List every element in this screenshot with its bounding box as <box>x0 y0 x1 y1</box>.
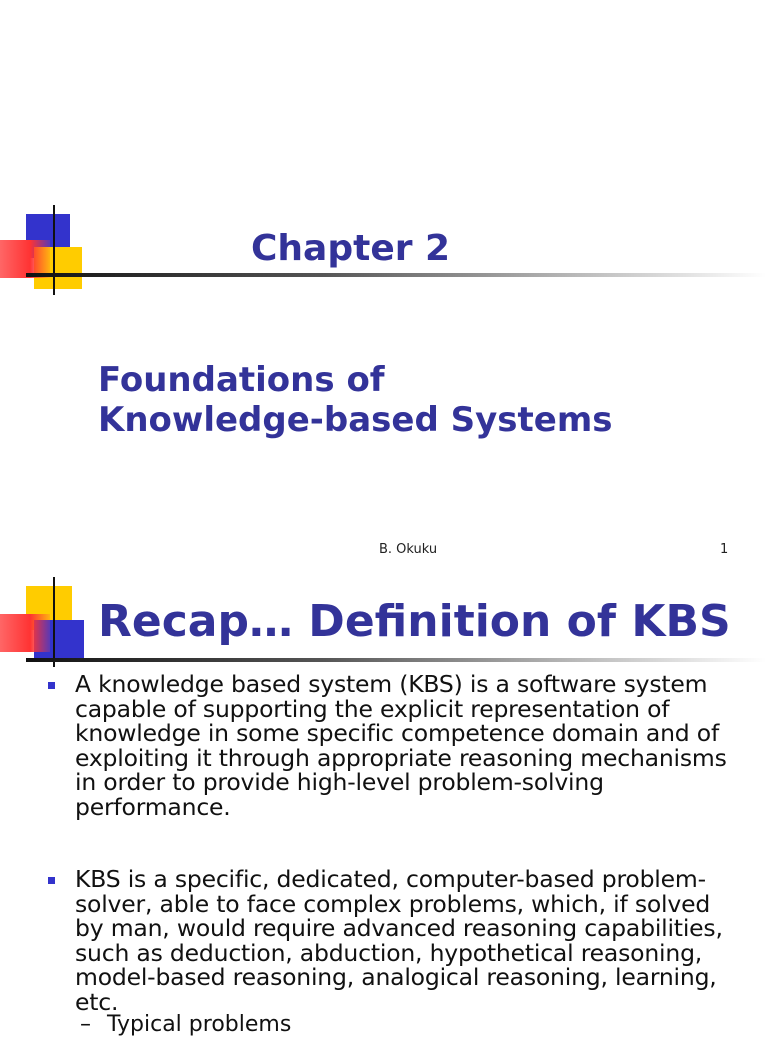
subtitle-line-1: Foundations of <box>98 360 385 400</box>
subtitle-line-2: Knowledge-based Systems <box>98 400 613 440</box>
decor-red-square <box>0 614 50 652</box>
bullet-text: A knowledge based system (KBS) is a software system capable of supporting the explicit representation of knowledge in some specific competence domain and of exploiting it through appropriate reasoning mechanisms in order to provide high-level problem-solving performance. <box>75 670 727 821</box>
slide-title: Recap… Definition of KBS <box>98 596 731 647</box>
bullet-square-icon <box>48 682 55 689</box>
sub-item: Typical problems <box>107 1012 292 1037</box>
footer-page-number: 1 <box>720 542 729 557</box>
bullet-item <box>48 672 738 819</box>
decor-vertical-line <box>53 205 55 295</box>
footer-author: B. Okuku <box>379 542 438 557</box>
sub-bullet-dash-icon: – <box>80 1012 91 1037</box>
bullet-text: KBS is a specific, dedicated, computer-based problem-solver, able to face complex problems, which, if solved by man, would require advanced reasoning capabilities, such as deduction, abduction, hypothetical reasoning, model-based reasoning, analogical reasoning, learning, etc. <box>75 865 723 1016</box>
title-rule <box>26 273 766 277</box>
slide-2 <box>0 574 768 1037</box>
bullet-item <box>48 867 738 1014</box>
bullet-list <box>48 672 738 1062</box>
title-rule <box>26 658 766 662</box>
bullet-square-icon <box>48 877 55 884</box>
decor-vertical-line <box>53 577 55 667</box>
chapter-heading: Chapter 2 <box>251 228 451 269</box>
slide-subtitle <box>98 360 613 440</box>
